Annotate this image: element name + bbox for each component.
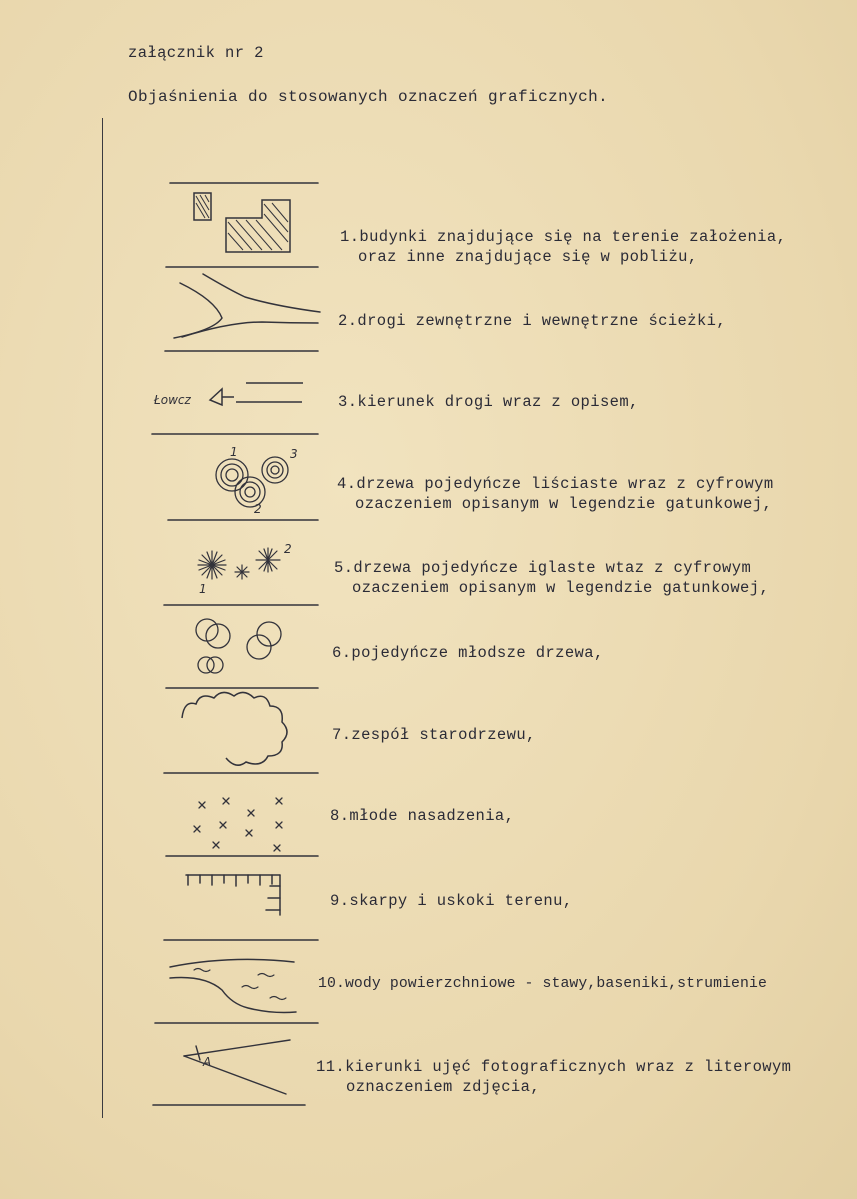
legend-text: 5.drzewa pojedyńcze iglaste wtaz z cyfrowym [334,559,752,577]
legend-item-11 [316,1057,791,1097]
legend-text: 11.kierunki ujęć fotograficznych wraz z literowym [316,1058,792,1076]
conifer-trees-symbol [198,542,292,596]
legend-text: 8.młode nasadzenia, [330,807,515,825]
slopes-symbol [186,875,280,915]
tree-number-label: 3 [290,447,298,461]
legend-text: 1.budynki znajdujące się na terenie założenia, [340,228,787,246]
deciduous-trees-symbol [216,445,298,516]
legend-text: oraz inne znajdujące się w pobliżu, [358,248,698,266]
legend-text: 6.pojedyńcze młodsze drzewa, [332,644,604,662]
legend-item-3 [338,392,639,412]
legend-item-5 [334,558,769,598]
roads-symbol [174,274,320,338]
legend-text: 9.skarpy i uskoki terenu, [330,892,573,910]
legend-text: 3.kierunek drogi wraz z opisem, [338,393,639,411]
tree-number-label: 1 [199,582,207,596]
tree-number-label: 2 [254,502,262,516]
legend-item-10 [318,974,767,994]
legend-text: 7.zespół starodrzewu, [332,726,536,744]
buildings-symbol [194,193,290,252]
old-tree-group-symbol [182,692,287,765]
tree-number-label: 2 [284,542,292,556]
tree-number-label: 1 [230,445,238,459]
legend-text: 4.drzewa pojedyńcze liściaste wraz z cyfrowym [337,475,774,493]
legend-item-9 [330,891,573,911]
legend-text: ozaczeniem opisanym w legendzie gatunkowej, [352,579,770,597]
legend-text: 2.drogi zewnętrzne i wewnętrzne ścieżki, [338,312,727,330]
photo-direction-symbol [184,1040,290,1094]
legend-item-1 [340,227,786,267]
legend-item-4 [337,474,774,514]
road-direction-symbol [153,383,303,407]
legend-item-6 [332,643,604,663]
legend-text: oznaczeniem zdjęcia, [346,1078,541,1096]
legend-text: 10.wody powierzchniowe - stawy,baseniki,strumienie [318,976,767,992]
young-trees-symbol [196,619,281,673]
page-title: Objaśnienia do stosowanych oznaczeń graficznych. [128,88,609,106]
legend-item-2 [338,311,726,331]
road-direction-label: Łowcz [154,393,191,407]
legend-text: ozaczeniem opisanym w legendzie gatunkowej, [355,495,773,513]
water-symbol [170,959,296,1012]
young-plantings-symbol [194,798,282,851]
legend-item-8 [330,806,514,826]
attachment-label: załącznik nr 2 [128,44,264,62]
legend-item-7 [332,725,536,745]
photo-letter-label: A [203,1055,212,1069]
